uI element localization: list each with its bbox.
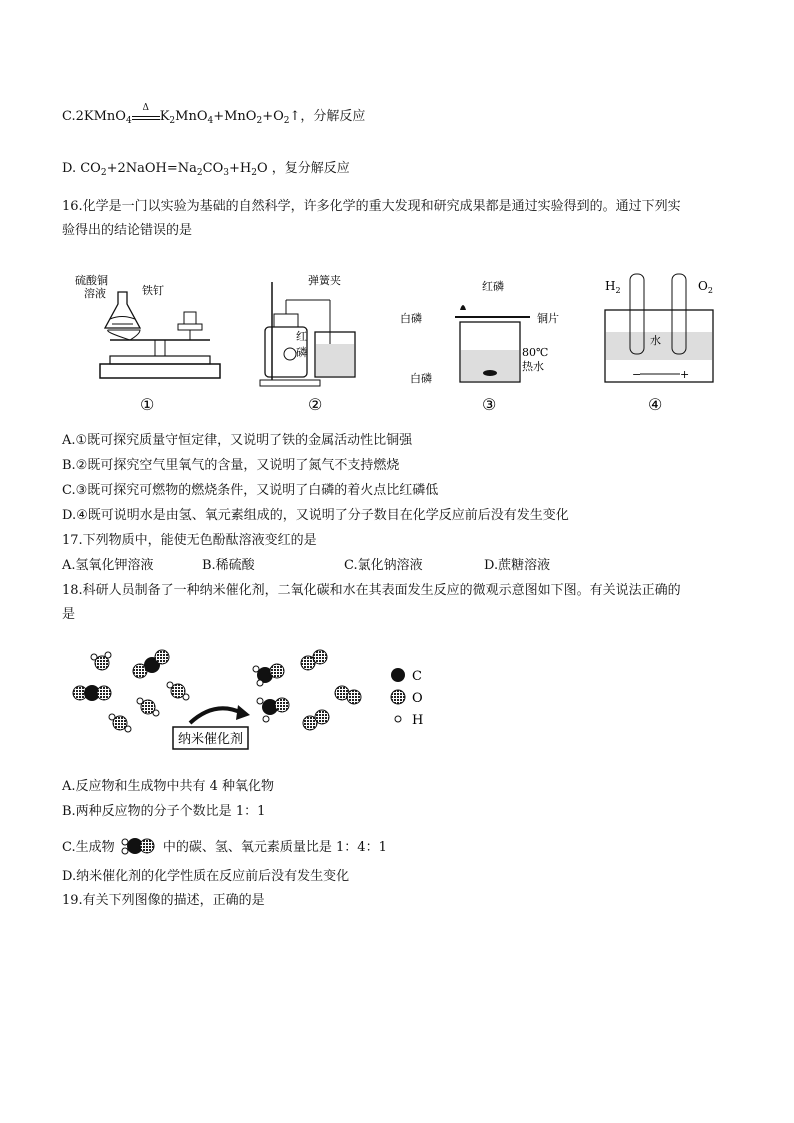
label-phosphorus: 磷	[296, 346, 307, 359]
q18-stem-line1: 18.科研人员制备了一种纳米催化剂，二氧化碳和水在其表面发生反应的微观示意图如下图。有关说法正确的	[62, 583, 681, 598]
legend-oxygen-icon	[391, 690, 405, 704]
q17-options	[62, 557, 742, 575]
q16-stem-line1: 16.化学是一门以实验为基础的自然科学，许多化学的重大发现和研究成果都是通过实验得到的。通过下列实	[62, 199, 681, 214]
label-h2: $H_2$	[605, 279, 621, 295]
q15-option-d: D. $CO_2+2NaOH=Na_2CO_3+H_2O$ ，复分解反应	[62, 161, 350, 178]
fig3-number: ③	[482, 395, 497, 414]
label-hot-water: 热水	[522, 360, 544, 373]
reactant-h2o-4	[167, 682, 189, 700]
legend-hydrogen-icon	[395, 716, 401, 722]
q17-stem: 17.下列物质中，能使无色酚酞溶液变红的是	[62, 533, 317, 548]
product-molecule-1	[253, 664, 284, 686]
q18-stem-line2: 是	[62, 607, 76, 622]
combustion-figure	[400, 279, 559, 414]
q17-option-b: B.稀硫酸	[202, 558, 255, 573]
catalyst-label: 纳米催化剂	[178, 732, 244, 747]
q15-option-c: C.2KMnO$_4$ Δ $K_2MnO_4+MnO_2+O_2↑$，分解反应	[62, 108, 365, 130]
legend-carbon-icon	[391, 668, 405, 682]
label-copper-sheet: 铜片	[537, 312, 559, 325]
label-copper-sulfate: 硫酸铜	[75, 274, 108, 287]
label-red: 红	[296, 330, 307, 343]
reactant-h2o-2	[109, 714, 131, 732]
electrolysis-figure	[605, 274, 713, 414]
label-spring-clip: 弹簧夹	[308, 274, 341, 287]
reactant-co2-2	[133, 650, 169, 678]
legend-c: C	[412, 669, 422, 684]
svg-text:+: +	[680, 368, 690, 381]
q18-option-a: A.反应物和生成物中共有 4 种氧化物	[62, 779, 275, 794]
product-molecule-2	[257, 698, 289, 722]
label-white-phosphorus-top: 白磷	[400, 312, 422, 325]
svg-text:−: −	[632, 368, 642, 381]
product-o2-1	[301, 650, 327, 670]
q17-option-a: A.氢氧化钾溶液	[62, 558, 154, 573]
oxygen-content-figure	[260, 273, 355, 414]
q18-option-c: C.生成物 中的碳、氢、氧元素质量比是 1：4：1	[62, 837, 387, 857]
label-red-phosphorus: 红磷	[482, 280, 504, 293]
legend-h: H	[412, 713, 424, 728]
fig4-number: ④	[648, 395, 663, 414]
fig2-number: ②	[308, 395, 323, 414]
label-water: 水	[650, 334, 661, 347]
label-white-phosphorus-bottom: 白磷	[410, 372, 432, 385]
label-solution: 溶液	[84, 287, 106, 300]
reactant-co2-1	[73, 685, 111, 701]
q17-option-c: C.氯化钠溶液	[344, 558, 423, 573]
q16-option-a: A.①既可探究质量守恒定律，又说明了铁的金属活动性比铜强	[62, 433, 413, 448]
q18-option-b: B.两种反应物的分子个数比是 1：1	[62, 804, 266, 819]
q16-stem-line2: 验得出的结论错误的是	[62, 223, 193, 238]
legend-o: O	[412, 691, 423, 706]
q16-experiment-figures	[70, 272, 750, 417]
label-iron-nail: 铁钉	[142, 284, 164, 297]
reactant-h2o-1	[91, 652, 111, 670]
q16-option-c: C.③既可探究可燃物的燃烧条件，又说明了白磷的着火点比红磷低	[62, 483, 439, 498]
q18-option-d: D.纳米催化剂的化学性质在反应前后没有发生变化	[62, 869, 350, 884]
q19-stem: 19.有关下列图像的描述，正确的是	[62, 893, 265, 908]
heat-condition: Δ	[142, 103, 149, 113]
product-molecule-icon	[119, 837, 159, 855]
q16-option-b: B.②既可探究空气里氧气的含量，又说明了氮气不支持燃烧	[62, 458, 400, 473]
q18-reaction-diagram	[70, 645, 450, 755]
balance-figure	[75, 273, 220, 414]
reactant-h2o-3	[137, 698, 159, 716]
label-temperature: 80℃	[522, 346, 549, 359]
q17-option-d: D.蔗糖溶液	[484, 558, 551, 573]
fig1-number: ①	[140, 395, 155, 414]
product-o2-2	[335, 686, 361, 704]
label-o2: $O_2$	[698, 279, 713, 295]
q16-option-d: D.④既可说明水是由氢、氧元素组成的，又说明了分子数目在化学反应前后没有发生变化	[62, 508, 569, 523]
product-o2-3	[303, 710, 329, 730]
